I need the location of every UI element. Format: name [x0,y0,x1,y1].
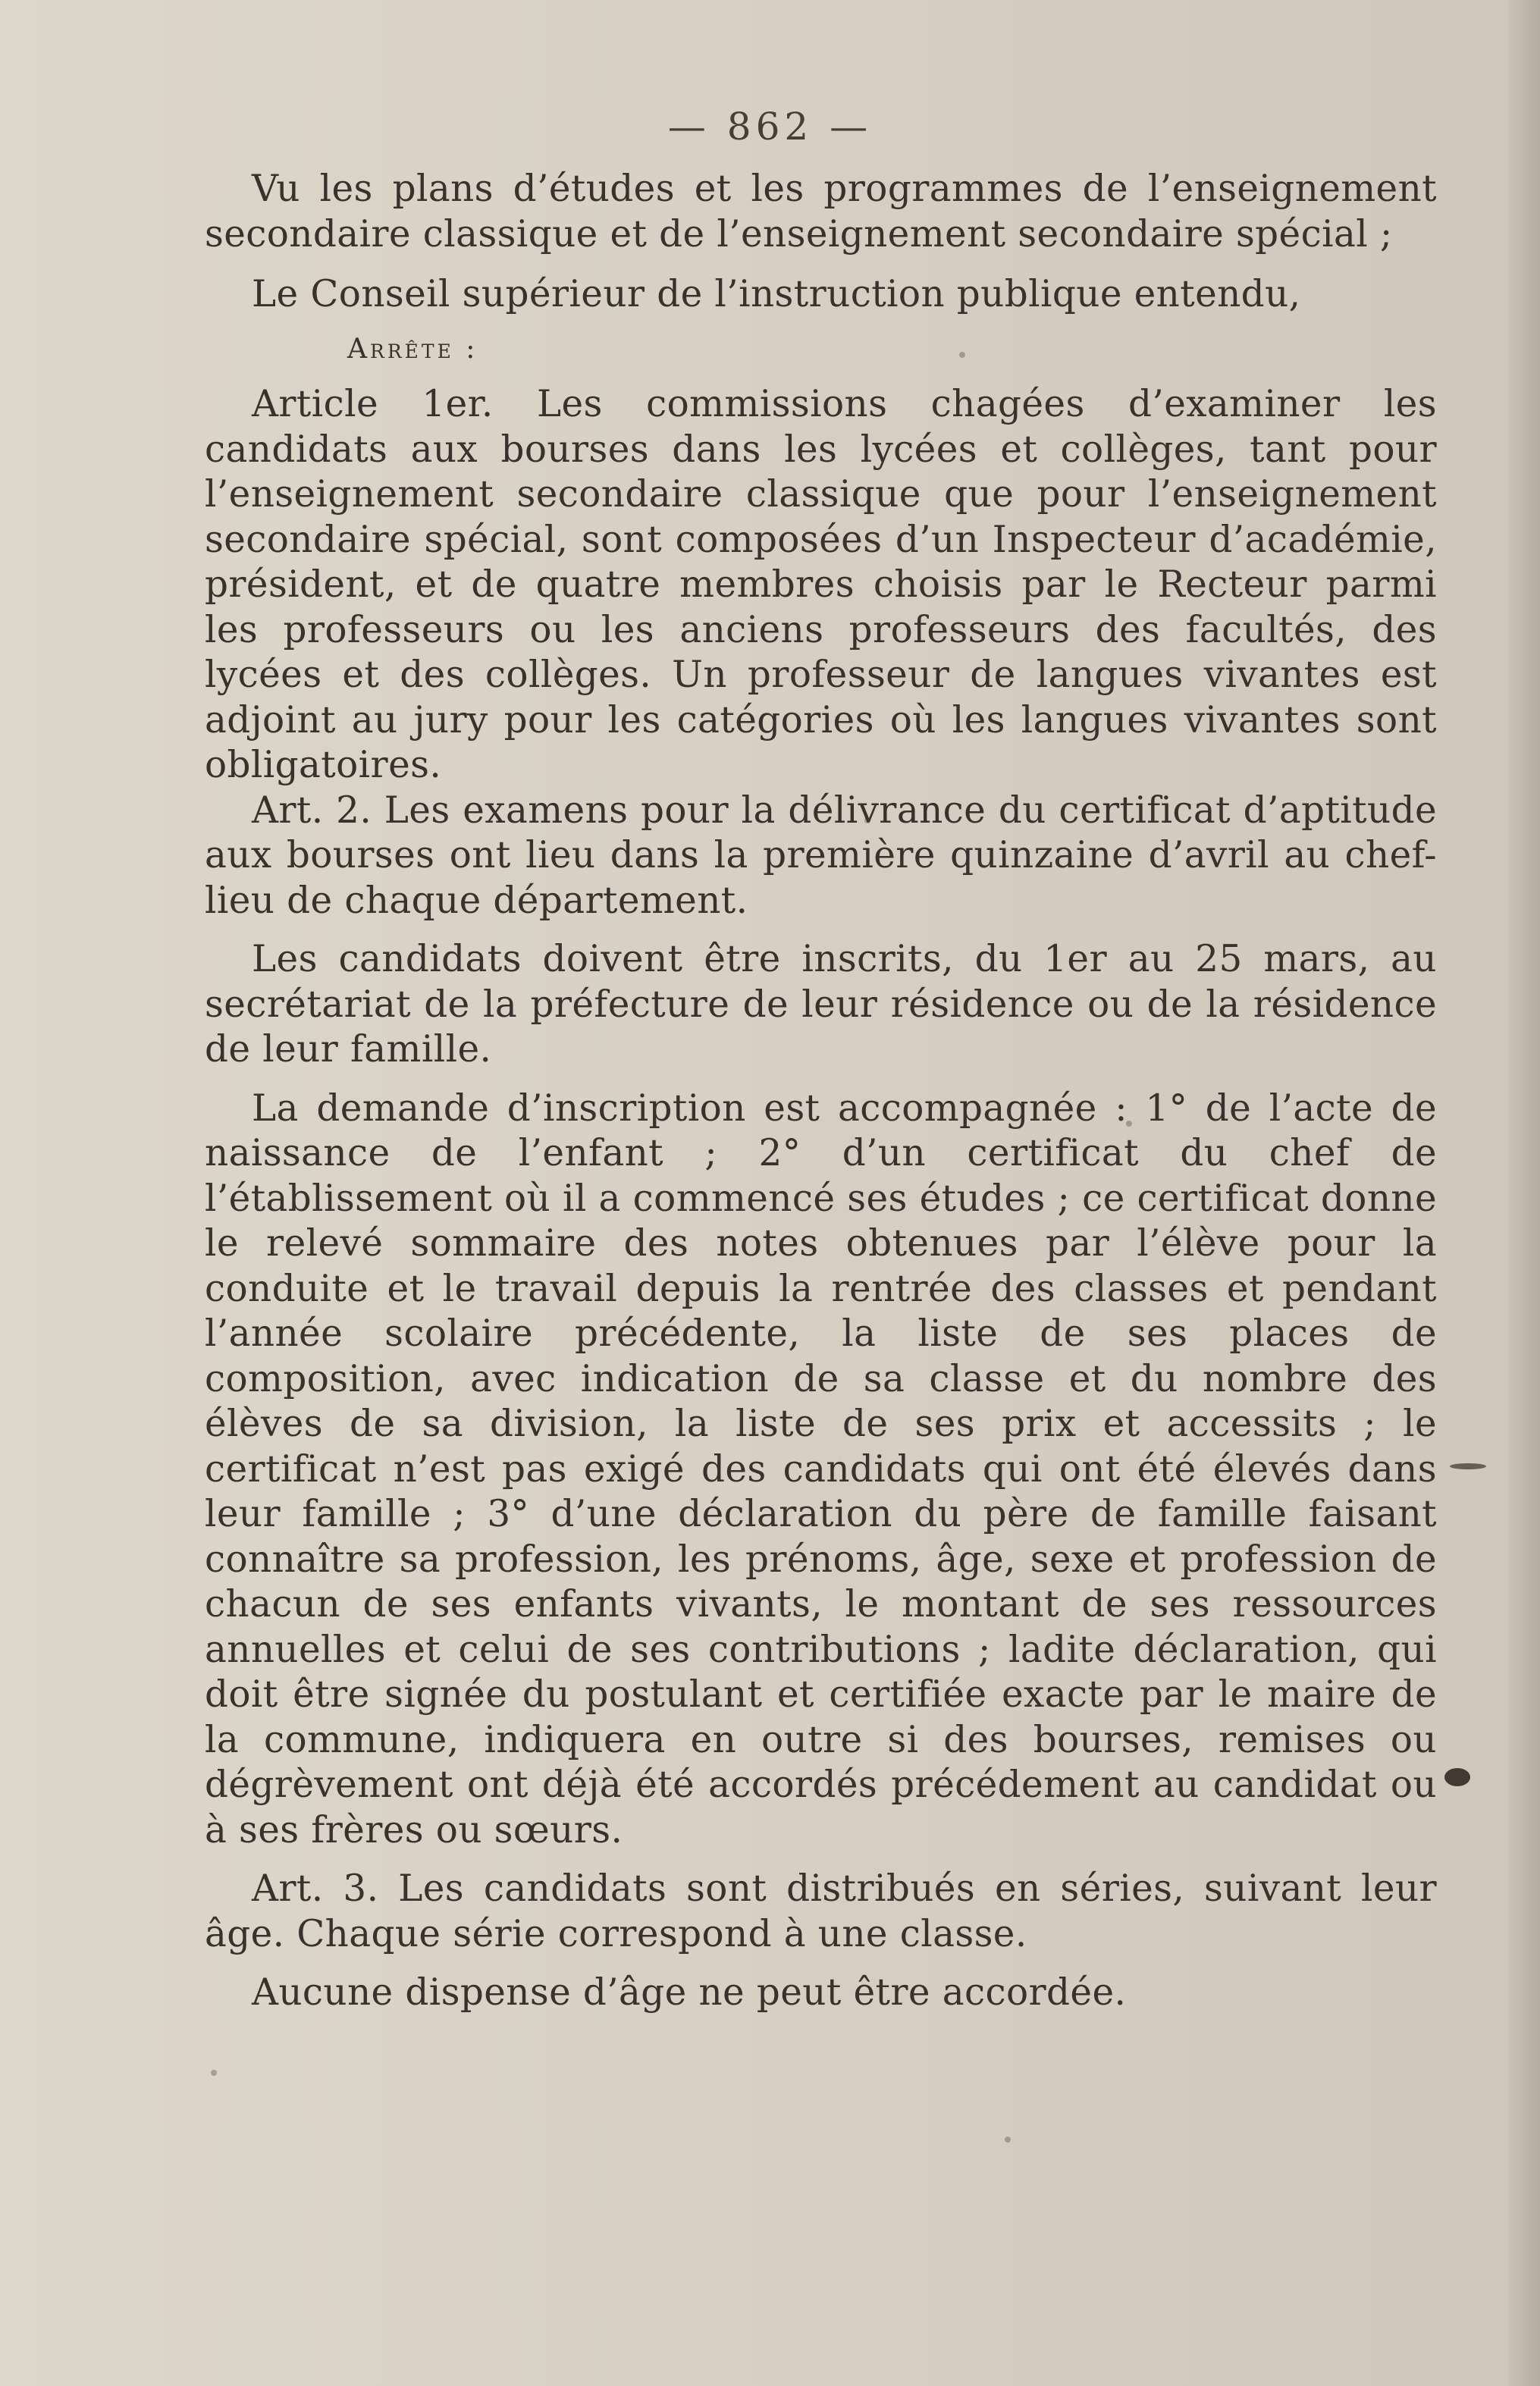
paper-speck [959,352,965,358]
paragraph-candidates: Les candidats doivent être inscrits, du 1er au 25 mars, au secrétariat de la préfecture de leur résidence ou de la résidence de leur famille. [205,938,1437,1071]
page-number: — 862 — [667,105,873,149]
paragraph-dispense: Aucune dispense d’âge ne peut être accordée. [252,1971,1127,2014]
ink-blot [1444,1768,1470,1786]
paragraph-demande: La demande d’inscription est accompagnée : 1° de l’acte de naissance de l’enfant ; 2° d’un certificat du chef de l’établissement où il a commencé ses études ; ce certificat donne le relevé sommaire des notes obtenues par l’élève pour la conduite et le travail depuis la rentrée des classes et pendant l’année scolaire précédente, la liste de ses places de composition, avec indication de sa classe et du nombre des élèves de sa division, la liste de ses prix et accessits ; le certificat n’est pas exigé des candidats qui ont été élevés dans leur famille ; 3° d’une déclaration du père de famille faisant connaître sa profession, les prénoms, âge, sexe et profession de chacun de ses enfants vivants, le montant de ses ressources annuelles et celui de ses contributions ; ladite déclaration, qui doit être signée du postulant et certifiée exacte par le maire de la commune, indiquera en outre si des bourses, remises ou dégrèvement ont déjà été accordés précédement au candidat ou à ses frères ou sœurs. [205,1086,1437,1851]
page-edge-shadow [1508,0,1540,2386]
paragraph-article-2: Art. 2. Les examens pour la délivrance du certificat d’aptitude aux bourses ont lieu dans la première quinzaine d’avril au chef-lieu de chaque département. [205,789,1437,922]
main-text-block [205,167,1437,2016]
paragraph-article-3: Art. 3. Les candidats sont distribués en séries, suivant leur âge. Chaque série correspond à une classe. [205,1867,1437,1955]
paper-speck [1005,2137,1011,2143]
paragraph-1: Vu les plans d’études et les programmes de l’enseignement secondaire classique et de l’enseignement secondaire spécial ; [205,168,1437,256]
paragraph-article-1: Article 1er. Les commissions chagées d’examiner les candidats aux bourses dans les lycées et collèges, tant pour l’enseignement secondaire classique que pour l’enseignement secondaire spécial, sont composées d’un Inspecteur d’académie, président, et de quatre membres choisis par le Recteur parmi les professeurs ou les anciens professeurs des facultés, des lycées et des collèges. Un professeur de langues vivantes est adjoint au jury pour les catégories où les langues vivantes sont obligatoires. [205,383,1437,786]
arrete-heading: Arrête : [347,333,478,365]
paper-speck [1126,1121,1132,1127]
paragraph-2: Le Conseil supérieur de l’instruction publique entendu, [252,273,1301,315]
margin-mark-left [1450,1463,1486,1469]
paper-speck [864,817,870,823]
paper-speck [211,2070,217,2076]
